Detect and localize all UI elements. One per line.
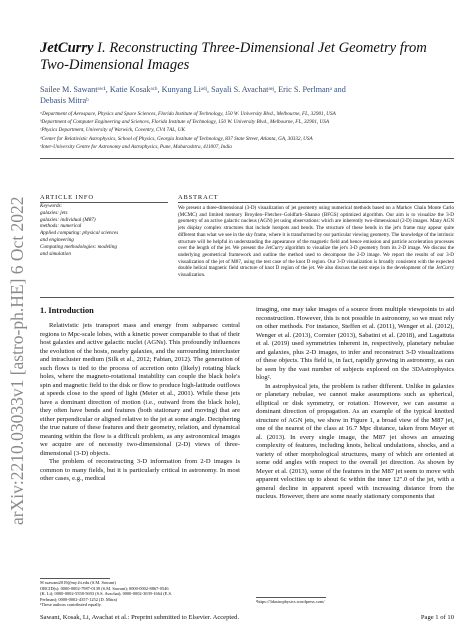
title-line1: I. Reconstructing Three-Dimensional Jet Geometry from	[93, 40, 427, 56]
page-number: Page 1 of 10	[420, 614, 454, 621]
keywords-label: Keywords:	[40, 203, 63, 209]
section-heading-introduction: 1. Introduction	[40, 306, 94, 315]
column-left	[40, 322, 240, 484]
paragraph: In astrophysical jets, the problem is rather different. Unlike in galaxies or planetary nebulae, we cannot make assumptions such as spherical, elliptical or disk symmetry, or rotation. However, we can assume a dominant direction of propagation. As an example of the typical knotted structure of AGN jets, we show in Figure 1, a broad view of the M87 jet, one of the nearest of the class at 16.7 Mpc distance, taken from Meyer et al. (2013). In every single image, the M87 jet shows an amazing complexity of features, including knots, helical undulations, shocks, and a variety of other morphological structures, many of which are oriented at some odd angles with respect to the overall jet direction. As shown by Meyer et al. (2013), some of the features in the M87 jet seem to move with apparent velocities up to about 6c within the inner 12″.0 of the jet, with a general decline in apparent speed with increasing distance from the nucleus. However, there are some nearly stationary components that	[256, 382, 454, 501]
paper-title	[40, 40, 440, 74]
footnote-orcid: Perlman); 0000-0002-4357-1252 (D. Mitra)	[40, 596, 118, 602]
page-footer	[40, 614, 454, 621]
affiliation-e: ᵉInter-University Centre for Astronomy and Astrophysics, Pune, Maharashtra, 411007, India	[40, 143, 232, 150]
divider-abstract	[178, 202, 454, 203]
title-jetcurry: JetCurry	[40, 40, 94, 56]
keyword-item: and engineering	[40, 236, 74, 243]
keywords-list	[40, 203, 180, 257]
column-right	[256, 306, 454, 502]
footnote-email[interactable]: ✉ ssawant2019@my.fit.edu (S.M. Sawant)	[40, 580, 116, 585]
footer-citation: Sawant, Kosak, Li, Avachat et al.: Preprint submitted to Elsevier. Accepted.	[40, 614, 240, 621]
keyword-item: and simulation	[40, 250, 71, 257]
author-line-1: Sailee M. Sawantᵃʷ¹, Katie Kosakᵃᶜʰ, Kunyang Liᵃᵈʲ, Sayali S. Avachatᵃᵉʲ, Eric S. Perlmanᵃ and	[40, 85, 346, 94]
keyword-item: methods: numerical	[40, 223, 82, 230]
paragraph: The problem of reconstructing 3-D information from 2-D images is common to many fields, but it is particularly critical in astronomy. In most other cases, e.g., medical	[40, 458, 240, 483]
keyword-item: galaxies: individual (M87)	[40, 216, 96, 223]
divider-bottom	[40, 297, 454, 298]
divider-top	[40, 158, 454, 159]
arxiv-id-text: arXiv:2210.03033v1 [astro-ph.HE] 6 Oct 2022	[7, 196, 27, 525]
footnote-divider	[40, 578, 110, 579]
arxiv-identifier-sidebar	[2, 150, 32, 530]
abstract-part: algorithm to visualize the jet's 3-D geometry from its 2-D image. We discuss the underlying geometrical framework and outline the method used to decompose the 2-D image. We report the results of our 3-D visualization of the jet of M87, using the test case of the knot D region. Our 3-D visualization is broadly consistent with the expected double helical magnetic field structure of knot D region of the jet. We also discuss the next steps in the development of the	[178, 245, 454, 272]
keyword-item: Applied computing: physical sciences	[40, 230, 119, 237]
footnote-orcid: (K. Li); 0000-0002-5558-5693 (S.S. Avachat); 0000-0002-3039-1664 (E.S.	[40, 591, 172, 597]
footnote-url[interactable]: ²https://3dastrophysics.wordpress.com/	[256, 599, 325, 604]
author-line-2: Debasis Mitraᵇ	[40, 95, 89, 105]
article-info-block	[40, 194, 180, 201]
article-info-heading: ARTICLE INFO	[40, 194, 94, 201]
footnotes-left	[40, 580, 240, 608]
footnote-orcid: ORCID(s): 0000-0002-7987-0139 (S.M. Sawant); 0000-0002-8867-0546	[40, 585, 169, 591]
footnote-equal-contribution: ¹These authors contributed equally.	[40, 602, 102, 608]
abstract-heading: ABSTRACT	[178, 194, 219, 201]
abstract-jetcurry: JetCurry	[265, 245, 284, 252]
author-list	[40, 85, 460, 106]
affiliation-c: ᶜPhysics Department, University of Warwick, Coventry, CV4 7AL, UK	[40, 127, 185, 134]
affiliations	[40, 110, 460, 151]
affiliation-d: ᵈCenter for Relativistic Astrophysics, School of Physics, Georgia Institute of Technology, 837 State Street, Atlanta, GA, 30332, USA	[40, 135, 313, 142]
footnote-divider-right	[256, 597, 326, 598]
affiliation-b: ᵇDepartment of Computer Engineering and Sciences, Florida Institute of Technology, 150 W. University Blvd., Melbourne, FL, 32901, USA	[40, 119, 330, 126]
paragraph: imaging, one may take images of a source from multiple viewpoints to aid reconstruction. However, this is not possible in astronomy, so we must rely on other methods. For instance, Steffen et al. (2011), Wenger et al. (2012), Wenger et al. (2013), Cormier (2013), Sabatini et al. (2018), and Lagattuta et al. (2019) used symmetries inherent in, respectively, planetary nebulae and galaxies, plus 2-D images, to infer and reconstruct 3-D visualizations of these objects. This field is, in fact, rapidly growing in astronomy, as can be seen by the vast number of subjects explored on the 3DAstrophysics blog².	[256, 306, 454, 382]
paragraph: Relativistic jets transport mass and energy from subparsec central regions to Mpc-scale lobes, with a kinetic power comparable to that of their host galaxies and active galactic nuclei (AGNs). This profoundly influences the evolution of the hosts, nearby galaxies, and the surrounding intercluster and intracluster medium (Silk et al., 2012; Fabian, 2012). The generation of such flows is tied to the process of accretion onto (likely) rotating black holes, where the magneto-rotational instability can couple the black hole's spin and magnetic field to the disk or flow to produce high-latitude outflows at speeds close to the speed of light (Meier et al., 2001). While these jets have a dominant direction of motion (i.e., outward from the black hole), they often have bends and features (both stationary and moving) that are either perpendicular or aligned relative to the jet at some angle. Deciphering the true nature of these features and their geometry, relation, and dynamical meaning within the flow is a difficult problem, as any astronomical images we acquire are of necessity two-dimensional (2-D) views of three-dimensional (3-D) objects.	[40, 322, 241, 457]
abstract-text	[178, 205, 454, 279]
abstract-jetcurry: JetCurry	[435, 265, 454, 272]
abstract-block	[178, 194, 456, 201]
title-line2: Two-Dimensional Images	[40, 57, 190, 73]
abstract-part: We present a three-dimensional (3-D) visualization of jet geometry using numerical methods based on a Markov Chain Monte Carlo (MCMC) and limited memory Broyden–Fletcher–Goldfarb–Shanno (BFGS) optimized algorithm. Our aim is to visualize the 3-D geometry of an active galactic nucleus (AGN) jet using observations: which are inherently two-dimensional (2-D) images. Many AGN jets display complex structures that include hotspots and bends. The structure of these bends in the jet's frame may appear quite different than what we see in the sky frame, where it is transformed by our particular viewing geometry. The knowledge of the intrinsic structure will be helpful in understanding the appearance of the magnetic field and hence emission and particle acceleration processes over the length of the jet. We present the	[178, 205, 454, 252]
keyword-item: Computing methodologies: modeling	[40, 243, 117, 250]
affiliation-a: ᵃDepartment of Aerospace, Physics and Space Sciences, Florida Institute of Technology, 150 W. University Blvd., Melbourne, FL, 32901, USA	[40, 111, 336, 117]
keyword-item: galaxies: jets	[40, 209, 68, 216]
abstract-part: visualization.	[178, 272, 206, 279]
